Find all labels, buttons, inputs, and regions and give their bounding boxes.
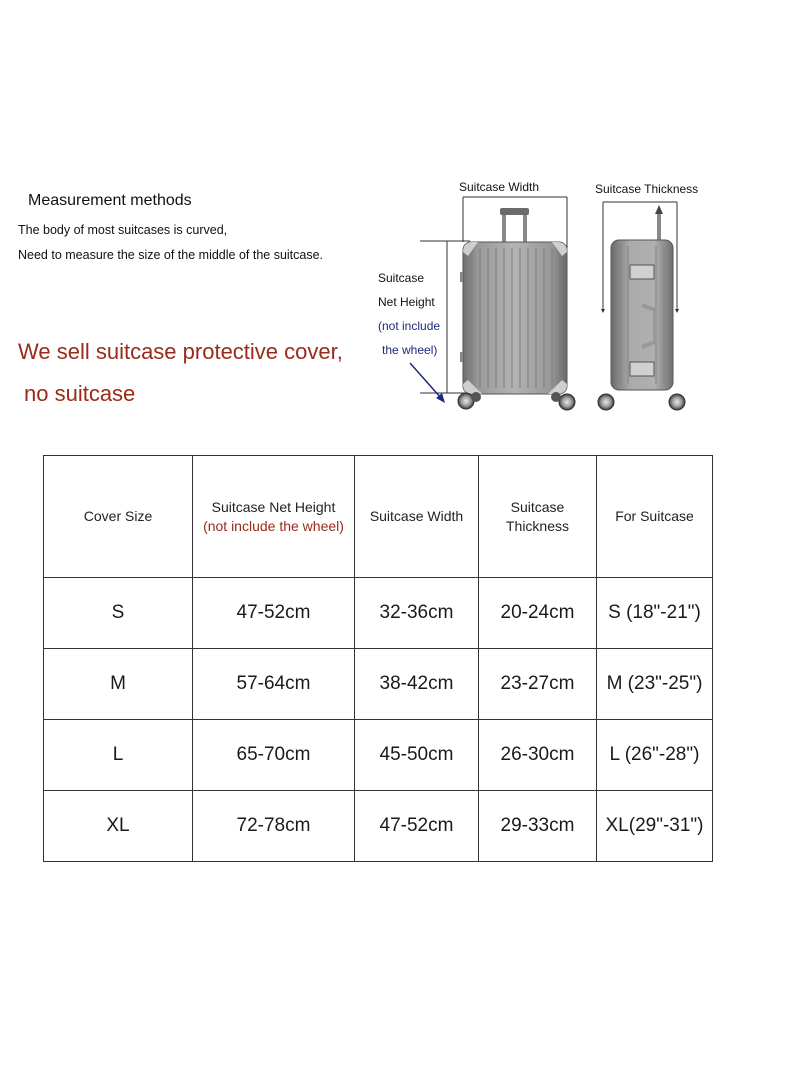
height-label-line-4: the wheel)	[382, 343, 438, 357]
cell-thickness: 26-30cm	[479, 720, 597, 791]
size-chart-table	[43, 455, 713, 862]
cell-size: L	[44, 720, 193, 791]
table-row	[44, 578, 713, 649]
cell-fits: M (23"-25")	[597, 649, 713, 720]
cell-width: 47-52cm	[355, 791, 479, 862]
suitcase-measurement-diagram	[0, 0, 800, 440]
table-row	[44, 720, 713, 791]
cell-fits: L (26"-28")	[597, 720, 713, 791]
cell-thickness: 29-33cm	[479, 791, 597, 862]
promo-line-1: We sell suitcase protective cover,	[18, 339, 343, 364]
table-row	[44, 791, 713, 862]
cell-height: 47-52cm	[193, 578, 355, 649]
header-width: Suitcase Width	[355, 456, 479, 578]
height-label-line-3: (not include	[378, 319, 441, 333]
cell-size: S	[44, 578, 193, 649]
side-suitcase-icon	[598, 202, 685, 410]
cell-height: 65-70cm	[193, 720, 355, 791]
cell-width: 32-36cm	[355, 578, 479, 649]
height-label-line-1: Suitcase	[378, 271, 425, 285]
promo-line-2: no suitcase	[24, 381, 136, 406]
suitcase-thickness-label: Suitcase Thickness	[595, 182, 699, 196]
cell-width: 45-50cm	[355, 720, 479, 791]
cell-height: 72-78cm	[193, 791, 355, 862]
cell-thickness: 23-27cm	[479, 649, 597, 720]
header-for-suitcase: For Suitcase	[597, 456, 713, 578]
suitcase-width-label: Suitcase Width	[459, 180, 540, 194]
header-thickness: Suitcase Thickness	[479, 456, 597, 578]
height-label-line-2: Net Height	[378, 295, 435, 309]
measurement-note-curved: The body of most suitcases is curved,	[18, 223, 228, 237]
header-net-height-note: (not include the wheel)	[203, 517, 344, 534]
cell-height: 57-64cm	[193, 649, 355, 720]
cell-width: 38-42cm	[355, 649, 479, 720]
measurement-note-middle: Need to measure the size of the middle of the suitcase.	[18, 248, 324, 262]
table-row	[44, 649, 713, 720]
cell-size: XL	[44, 791, 193, 862]
header-cover-size: Cover Size	[44, 456, 193, 578]
cell-thickness: 20-24cm	[479, 578, 597, 649]
cell-fits: XL(29"-31")	[597, 791, 713, 862]
header-net-height: Suitcase Net Height (not include the wheel)	[193, 456, 355, 578]
cell-fits: S (18"-21")	[597, 578, 713, 649]
cell-size: M	[44, 649, 193, 720]
measurement-heading: Measurement methods	[28, 192, 192, 209]
table-header-row	[44, 456, 713, 578]
